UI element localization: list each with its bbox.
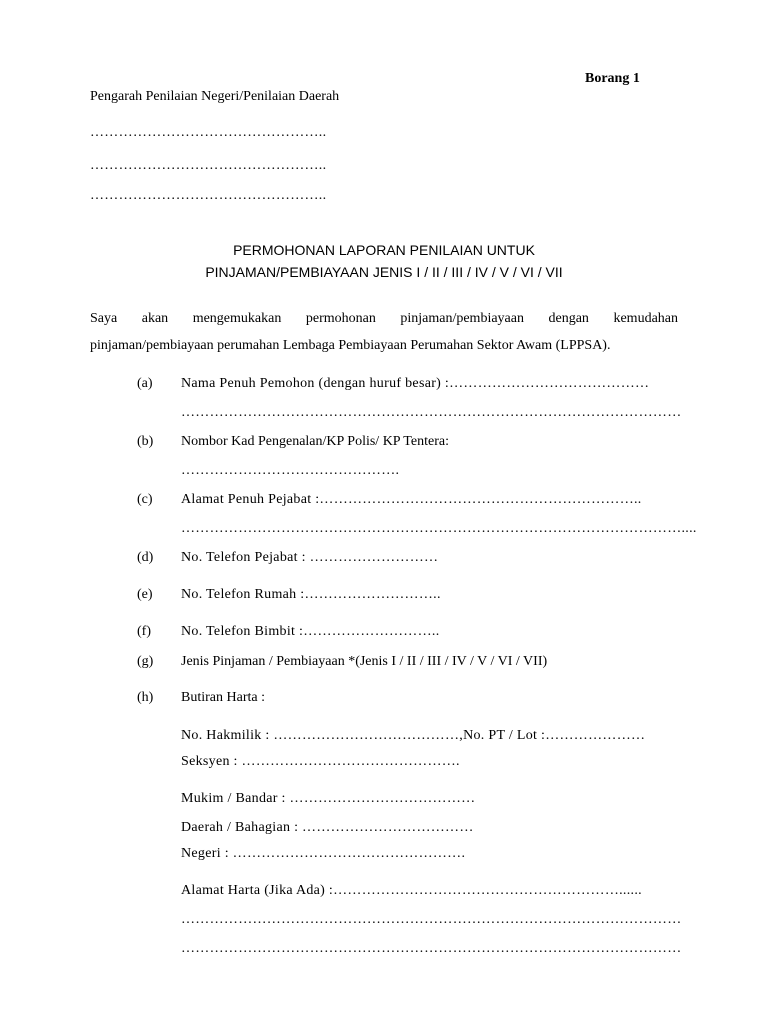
loan-type-field[interactable]: Jenis Pinjaman / Pembiayaan *(Jenis I / II / III / IV / V / VI / VII) [181,654,548,669]
state-field[interactable]: Negeri : …………………………………………. [181,846,466,861]
property-address-continuation-2[interactable]: …………………………………………………………………………………………… [181,941,682,956]
office-phone-field[interactable]: No. Telefon Pejabat : ……………………… [181,550,439,565]
form-title-line-2: PINJAMAN/PEMBIAYAAN JENIS I / II / III / IV / V / VI / VII [205,264,563,280]
district-field[interactable]: Daerah / Bahagian : ……………………………… [181,820,474,835]
item-label-a: (a) [137,376,153,391]
mobile-phone-field[interactable]: No. Telefon Bimbit :……………………….. [181,624,440,639]
item-label-g: (g) [137,654,154,669]
section-field[interactable]: Seksyen : ………………………………………. [181,754,460,769]
form-title-line-1: PERMOHONAN LAPORAN PENILAIAN UNTUK [233,242,535,258]
property-address-field[interactable]: Alamat Harta (Jika Ada) :……………………………………………………...... [181,883,642,898]
office-address-continuation[interactable]: …………………………………………………………………………………………….... [181,521,697,536]
property-address-continuation-1[interactable]: …………………………………………………………………………………………… [181,912,682,927]
applicant-name-continuation[interactable]: …………………………………………………………………………………………… [181,405,682,420]
item-label-e: (e) [137,587,153,602]
office-address-field[interactable]: Alamat Penuh Pejabat :………………………………………………………….. [181,492,642,507]
item-label-c: (c) [137,492,153,507]
addressee: Pengarah Penilaian Negeri/Penilaian Daerah [90,89,340,104]
item-label-b: (b) [137,434,154,449]
item-label-d: (d) [137,550,154,565]
address-line-1[interactable]: ………………………………………….. [90,125,327,140]
address-line-2[interactable]: ………………………………………….. [90,158,327,173]
title-number-field[interactable]: No. Hakmilik : …………………………………,No. PT / Lot :………………… [181,728,646,743]
intro-text-line-1: Saya akan mengemukakan permohonan pinjaman/pembiayaan dengan kemudahan [90,311,678,326]
applicant-name-field[interactable]: Nama Penuh Pemohon (dengan huruf besar) :…………………………………… [181,376,650,391]
mukim-field[interactable]: Mukim / Bandar : ………………………………… [181,791,476,806]
ic-number-field[interactable]: ………………………………………. [181,463,400,478]
item-label-f: (f) [137,624,151,639]
ic-number-label: Nombor Kad Pengenalan/KP Polis/ KP Tentera: [181,434,449,449]
item-label-h: (h) [137,690,154,705]
form-number: Borang 1 [585,71,640,86]
address-line-3[interactable]: ………………………………………….. [90,188,327,203]
home-phone-field[interactable]: No. Telefon Rumah :……………………….. [181,587,441,602]
intro-text-line-2: pinjaman/pembiayaan perumahan Lembaga Pembiayaan Perumahan Sektor Awam (LPPSA). [90,338,611,353]
property-details-label: Butiran Harta : [181,690,265,705]
